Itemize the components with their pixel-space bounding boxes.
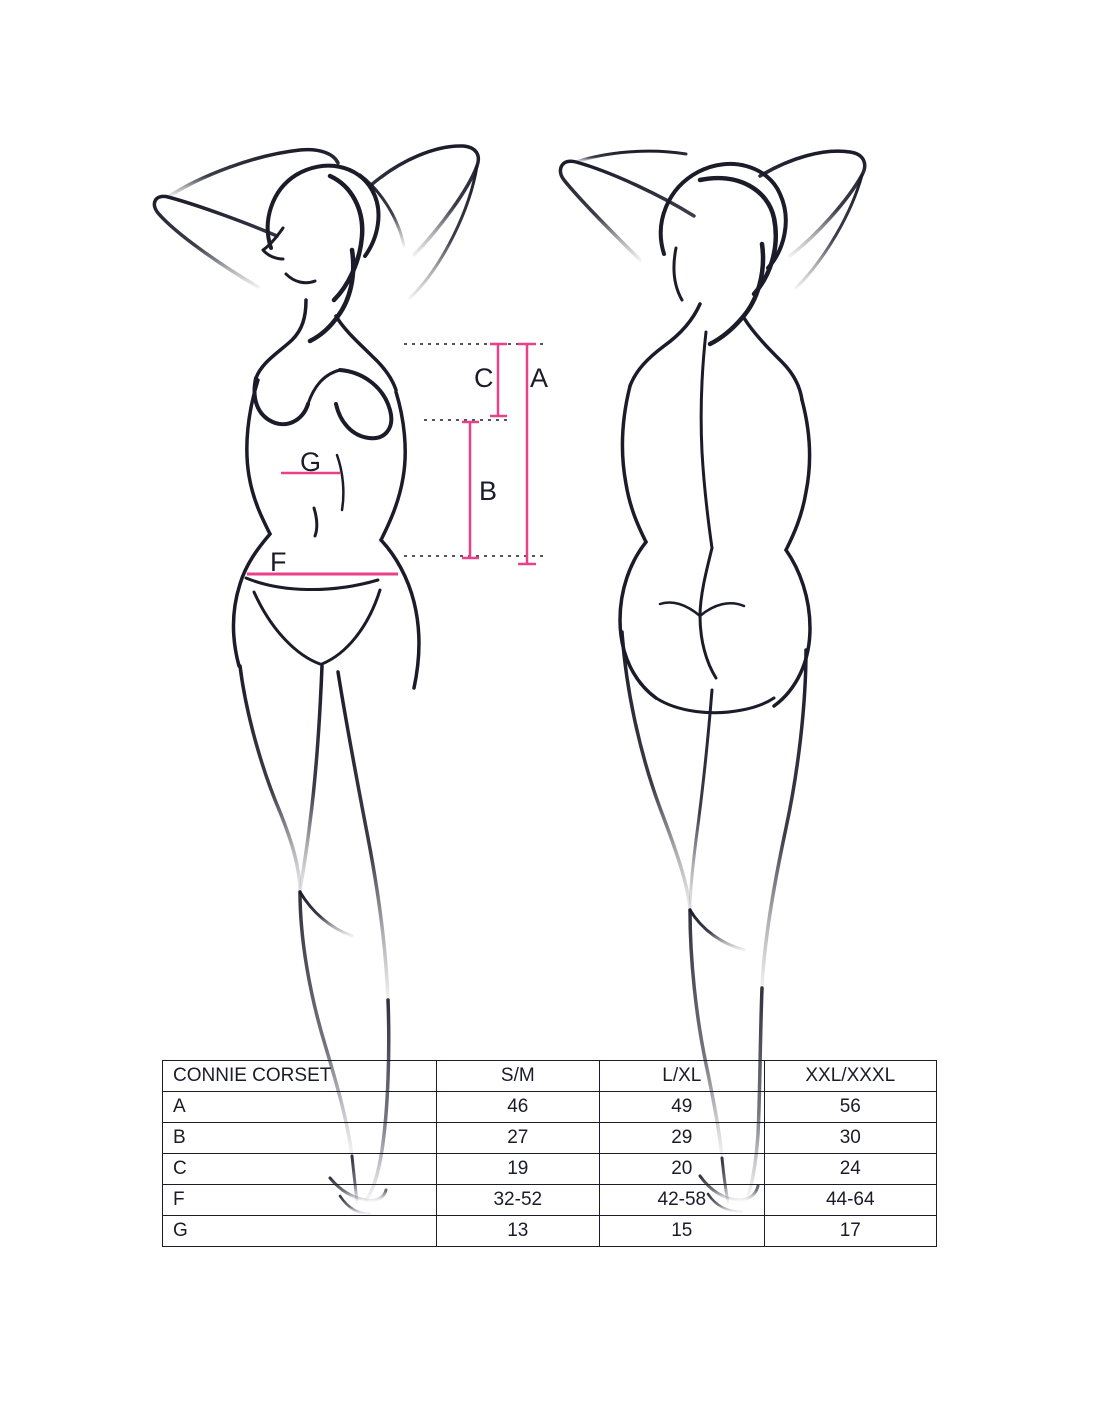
- row-label-c: C: [163, 1154, 437, 1185]
- cell-b-sm: 27: [436, 1123, 600, 1154]
- cell-f-xxl: 44-64: [764, 1185, 936, 1216]
- cell-c-sm: 19: [436, 1154, 600, 1185]
- table-row: [163, 1216, 937, 1247]
- size-table: [162, 1060, 937, 1247]
- product-name-cell: CONNIE CORSET: [163, 1061, 437, 1092]
- cell-g-xxl: 17: [764, 1216, 936, 1247]
- table-row: [163, 1185, 937, 1216]
- cell-b-xxl: 30: [764, 1123, 936, 1154]
- table-row: [163, 1092, 937, 1123]
- measurement-label-c: C: [474, 363, 494, 393]
- column-header-lxl: L/XL: [600, 1061, 764, 1092]
- cell-f-sm: 32-52: [436, 1185, 600, 1216]
- column-header-sm: S/M: [436, 1061, 600, 1092]
- cell-a-sm: 46: [436, 1092, 600, 1123]
- column-header-xxl: XXL/XXXL: [764, 1061, 936, 1092]
- row-label-b: B: [163, 1123, 437, 1154]
- cell-g-sm: 13: [436, 1216, 600, 1247]
- table-header-row: [163, 1061, 937, 1092]
- back-view-female-figure: [560, 151, 864, 1212]
- row-label-g: G: [163, 1216, 437, 1247]
- row-label-a: A: [163, 1092, 437, 1123]
- cell-c-xxl: 24: [764, 1154, 936, 1185]
- cell-a-lxl: 49: [600, 1092, 764, 1123]
- table-row: [163, 1154, 937, 1185]
- front-view-female-figure: [154, 146, 478, 1214]
- cell-g-lxl: 15: [600, 1216, 764, 1247]
- cell-b-lxl: 29: [600, 1123, 764, 1154]
- cell-a-xxl: 56: [764, 1092, 936, 1123]
- cell-f-lxl: 42-58: [600, 1185, 764, 1216]
- measurement-label-g: G: [300, 447, 322, 477]
- measurement-label-f: F: [270, 547, 287, 577]
- cell-c-lxl: 20: [600, 1154, 764, 1185]
- measurement-label-b: B: [479, 476, 498, 506]
- table-row: [163, 1123, 937, 1154]
- row-label-f: F: [163, 1185, 437, 1216]
- measurement-guide-lines: [247, 344, 549, 577]
- measurement-label-a: A: [530, 363, 549, 393]
